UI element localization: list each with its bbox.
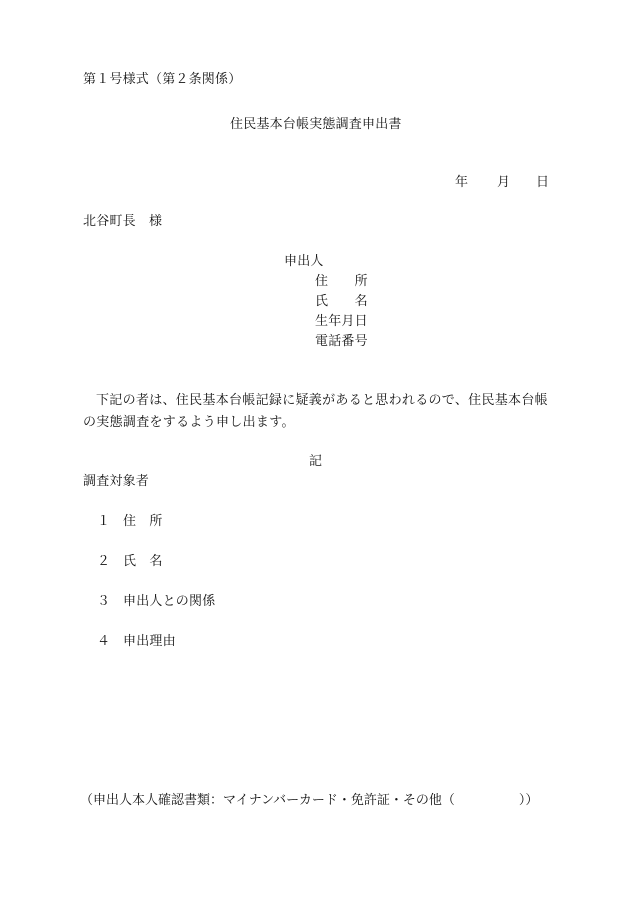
date-year-label: 年: [455, 175, 469, 190]
item-number: ４: [97, 634, 111, 649]
item-number: ３: [97, 594, 111, 609]
item-number: １: [97, 514, 111, 529]
applicant-phone-label: 電話番号: [315, 334, 368, 349]
form-title: 住民基本台帳実態調査申出書: [230, 117, 402, 132]
addressee: 北谷町長 様: [83, 214, 163, 229]
applicant-heading: 申出人: [284, 254, 324, 269]
applicant-name-label: 氏 名: [315, 294, 368, 309]
item-number: ２: [97, 554, 111, 569]
item-label: 申出理由: [123, 634, 176, 649]
form-number: 第１号様式（第２条関係）: [83, 72, 242, 87]
applicant-birthdate-label: 生年月日: [315, 314, 368, 329]
applicant-address-label: 住 所: [315, 274, 368, 289]
item-label: 氏 名: [123, 554, 163, 569]
subject-item-address: [97, 513, 163, 531]
id-document-note-close: ））: [518, 793, 539, 808]
item-label: 申出人との関係: [123, 594, 216, 609]
subject-item-relationship: [97, 593, 215, 611]
item-label: 住 所: [123, 514, 163, 529]
request-body-text: 下記の者は、住民基本台帳記録に疑義があると思われるので、住民基本台帳の実態調査をするよう申し出ます。: [83, 393, 548, 430]
id-document-note: [80, 792, 538, 810]
id-document-note-text: （申出人本人確認書類：マイナンバーカード・免許証・その他（: [80, 793, 455, 808]
subject-heading: 調査対象者: [83, 474, 150, 489]
subject-item-reason: [97, 633, 176, 651]
ki-heading: 記: [309, 454, 323, 469]
subject-item-name: [97, 553, 163, 571]
date-month-label: 月: [497, 175, 511, 190]
date-day-label: 日: [536, 175, 550, 190]
